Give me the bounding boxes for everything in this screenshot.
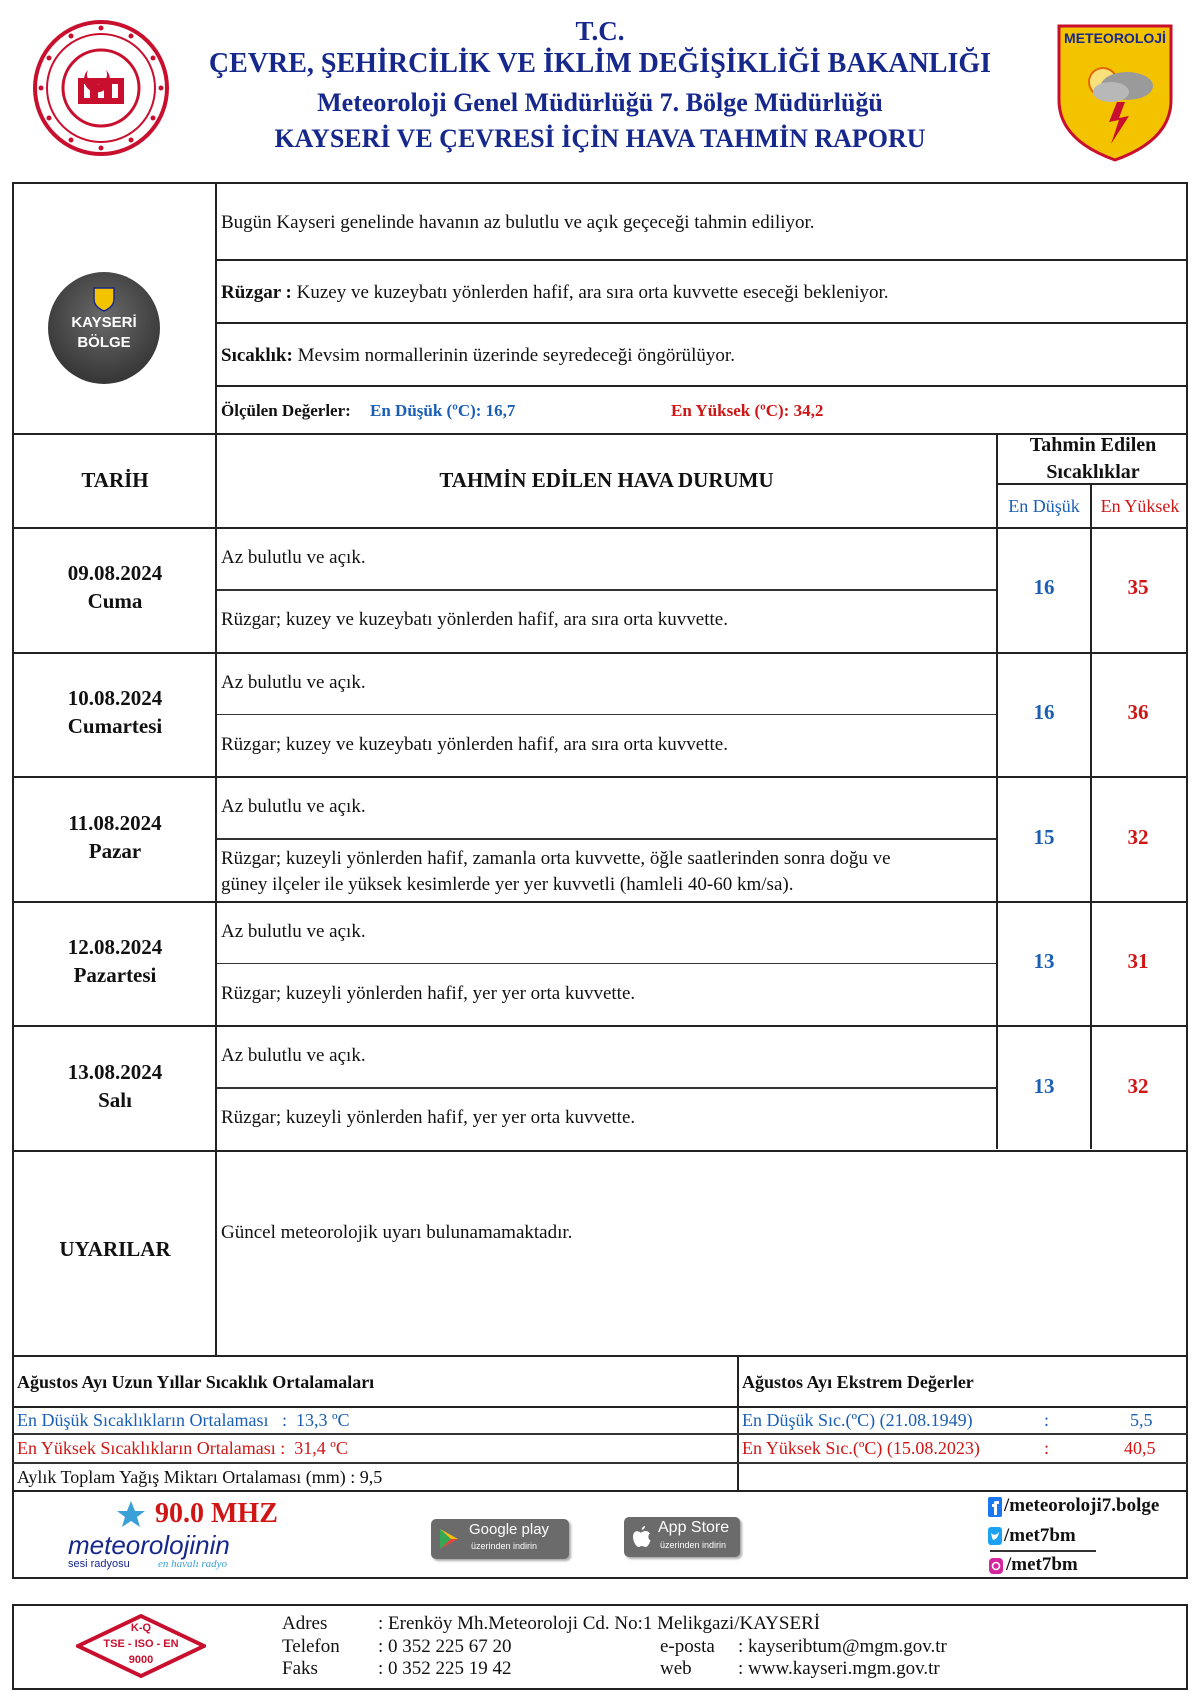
divider — [12, 652, 1188, 654]
measured-label: Ölçülen Değerler: — [221, 401, 351, 420]
wind-label: Rüzgar : — [221, 282, 292, 303]
divider — [737, 1355, 739, 1492]
col-header-high: En Yüksek — [1100, 496, 1180, 516]
extreme-low-value: 5,5 — [1130, 1410, 1153, 1430]
divider — [215, 259, 1188, 261]
forecast-date: 12.08.2024 — [67, 935, 163, 960]
forecast-low-temp: 16 — [1033, 575, 1055, 600]
avg-title: Ağustos Ayı Uzun Yıllar Sıcaklık Ortalamaları — [17, 1372, 375, 1392]
facebook-link[interactable] — [988, 1495, 1184, 1519]
forecast-wind: Rüzgar; kuzeyli yönlerden hafif, yer yer orta kuvvette. — [221, 1107, 636, 1129]
divider — [990, 1550, 1096, 1552]
radio-frequency: 90.0 MHZ — [155, 1498, 278, 1529]
forecast-wind: Rüzgar; kuzeyli yönlerden hafif, zamanla orta kuvvette, öğle saatlerinden sonra doğu ve — [221, 848, 891, 870]
google-play-icon — [437, 1527, 461, 1551]
forecast-low-temp: 16 — [1033, 699, 1055, 724]
meteoroloji-logo — [1055, 22, 1175, 162]
forecast-high-temp: 36 — [1127, 699, 1149, 724]
forecast-sky: Az bulutlu ve açık. — [221, 920, 366, 942]
divider — [217, 838, 996, 840]
extreme-low-label: En Düşük Sıc.(ºC) (21.08.1949) — [742, 1410, 973, 1430]
warnings-label: UYARILAR — [59, 1237, 171, 1261]
fax-label: Faks — [282, 1658, 318, 1679]
radio-subtitle: sesi radyosu — [68, 1558, 130, 1570]
star-icon — [116, 1500, 146, 1528]
forecast-high-temp: 32 — [1127, 1073, 1149, 1098]
divider — [217, 589, 996, 591]
divider — [217, 1087, 996, 1089]
address-label: Adres — [282, 1613, 328, 1634]
google-play-subtitle: üzerinden indirin — [471, 1541, 538, 1551]
today-summary: Bugün Kayseri genelinde havanın az bulutlu ve açık geçeceği tahmin ediliyor. — [221, 212, 815, 233]
extreme-high-colon: : — [1044, 1438, 1050, 1458]
forecast-sky: Az bulutlu ve açık. — [221, 796, 366, 818]
divider — [996, 433, 998, 1149]
radio-slogan: en havalı radyo — [158, 1558, 228, 1570]
divider — [12, 527, 1188, 529]
divider — [217, 714, 996, 716]
avg-low: En Düşük Sıcaklıkların Ortalaması : 13,3 ºC — [17, 1410, 350, 1430]
forecast-day: Salı — [98, 1087, 132, 1112]
temperature-summary: Mevsim normallerinin üzerinde seyredeceği öngörülüyor. — [297, 345, 735, 366]
facebook-icon — [988, 1497, 1002, 1517]
divider — [217, 963, 996, 965]
divider — [12, 1433, 1188, 1435]
forecast-low-temp: 13 — [1033, 949, 1055, 974]
cert-line3: 9000 — [128, 1654, 154, 1666]
badge-line1: KAYSERİ — [71, 314, 137, 331]
col-header-temps-line1: Tahmin Edilen — [1029, 434, 1157, 456]
col-header-date: TARİH — [81, 468, 149, 492]
col-header-temps-line2: Sıcaklıklar — [1046, 461, 1140, 483]
tse-certificate-logo — [76, 1614, 206, 1678]
divider — [215, 385, 1188, 387]
twitter-handle: /met7bm — [1004, 1525, 1076, 1546]
instagram-handle: /met7bm — [1006, 1554, 1078, 1575]
forecast-date: 11.08.2024 — [68, 810, 162, 835]
address-value: : Erenköy Mh.Meteoroloji Cd. No:1 Melikgazi/KAYSERİ — [378, 1613, 821, 1634]
forecast-date: 13.08.2024 — [67, 1059, 163, 1084]
email-label: e-posta — [660, 1636, 715, 1657]
email-value[interactable]: : kayseribtum@mgm.gov.tr — [738, 1636, 947, 1657]
left-column-divider — [215, 182, 217, 1357]
ministry-seal-logo — [26, 18, 176, 158]
cert-line1: K-Q — [130, 1622, 152, 1634]
twitter-link[interactable] — [988, 1525, 1108, 1549]
header-tc: T.C. — [575, 16, 625, 46]
badge-line2: BÖLGE — [77, 334, 131, 351]
forecast-high-temp: 35 — [1127, 575, 1149, 600]
app-store-subtitle: üzerinden indirin — [660, 1540, 727, 1550]
phone-value: : 0 352 225 67 20 — [378, 1636, 512, 1657]
col-header-low: En Düşük — [1008, 496, 1080, 516]
divider — [12, 901, 1188, 903]
divider — [12, 1150, 1188, 1152]
forecast-sky: Az bulutlu ve açık. — [221, 1045, 366, 1067]
forecast-wind-continued: güney ilçeler ile yüksek kesimlerde yer yer kuvvetli (hamleli 40-60 km/sa). — [221, 874, 794, 896]
cert-line2: TSE - ISO - EN — [103, 1638, 179, 1650]
page-title: KAYSERİ VE ÇEVRESİ İÇİN HAVA TAHMİN RAPORU — [274, 124, 926, 153]
google-play-title: Google play — [469, 1521, 550, 1538]
extreme-high-value: 40,5 — [1124, 1438, 1156, 1458]
header-ministry: ÇEVRE, ŞEHİRCİLİK VE İKLİM DEĞİŞİKLİĞİ BAKANLIĞI — [208, 48, 992, 79]
instagram-icon — [988, 1556, 1004, 1576]
temperature-label: Sıcaklık: — [221, 345, 293, 366]
measured-low: En Düşük (ºC): 16,7 — [370, 401, 516, 420]
google-play-button[interactable] — [431, 1519, 569, 1559]
forecast-day: Cumartesi — [67, 713, 163, 738]
logo-text: METEOROLOJİ — [1064, 30, 1166, 46]
forecast-wind: Rüzgar; kuzey ve kuzeybatı yönlerden hafif, ara sıra orta kuvvette. — [221, 609, 728, 630]
forecast-sky: Az bulutlu ve açık. — [221, 671, 366, 693]
divider — [12, 776, 1188, 778]
avg-high: En Yüksek Sıcaklıkların Ortalaması : 31,4 ºC — [17, 1438, 348, 1458]
extreme-low-colon: : — [1044, 1410, 1050, 1430]
facebook-handle: /meteoroloji7.bolge — [1004, 1495, 1160, 1516]
web-value[interactable]: : www.kayseri.mgm.gov.tr — [738, 1658, 940, 1679]
warnings-text: Güncel meteorolojik uyarı bulunamamaktadır. — [221, 1222, 573, 1243]
measured-high: En Yüksek (ºC): 34,2 — [671, 401, 824, 420]
header-directorate: Meteoroloji Genel Müdürlüğü 7. Bölge Müdürlüğü — [317, 88, 883, 117]
radio-logo[interactable] — [60, 1496, 280, 1576]
instagram-link[interactable] — [988, 1554, 1108, 1578]
col-header-weather: TAHMİN EDİLEN HAVA DURUMU — [439, 468, 774, 492]
forecast-wind: Rüzgar; kuzeyli yönlerden hafif, yer yer orta kuvvette. — [221, 982, 636, 1004]
radio-name: meteorolojinin — [68, 1530, 230, 1560]
divider — [12, 1025, 1188, 1027]
forecast-date: 09.08.2024 — [67, 561, 163, 586]
avg-rain: Aylık Toplam Yağış Miktarı Ortalaması (mm) : 9,5 — [17, 1467, 383, 1487]
forecast-wind: Rüzgar; kuzey ve kuzeybatı yönlerden hafif, ara sıra orta kuvvette. — [221, 733, 728, 755]
extreme-high-label: En Yüksek Sıc.(ºC) (15.08.2023) — [742, 1438, 980, 1458]
fax-value: : 0 352 225 19 42 — [378, 1658, 512, 1679]
app-store-title: App Store — [658, 1519, 730, 1536]
forecast-sky: Az bulutlu ve açık. — [221, 547, 366, 568]
phone-label: Telefon — [282, 1636, 340, 1657]
apple-icon — [632, 1525, 652, 1549]
forecast-low-temp: 13 — [1033, 1073, 1055, 1098]
forecast-day: Cuma — [87, 589, 143, 614]
forecast-day: Pazar — [88, 838, 142, 863]
extreme-title: Ağustos Ayı Ekstrem Değerler — [742, 1372, 974, 1392]
divider — [12, 1490, 1188, 1492]
kayseri-region-badge — [48, 272, 160, 384]
app-store-button[interactable] — [624, 1517, 740, 1557]
divider — [12, 1406, 1188, 1408]
divider — [12, 1462, 1188, 1464]
forecast-low-temp: 15 — [1033, 824, 1055, 849]
forecast-day: Pazartesi — [73, 963, 157, 988]
divider — [12, 1355, 1188, 1357]
forecast-high-temp: 31 — [1127, 949, 1149, 974]
wind-summary: Kuzey ve kuzeybatı yönlerden hafif, ara sıra orta kuvvette eseceği bekleniyor. — [296, 282, 889, 303]
divider — [215, 322, 1188, 324]
forecast-date: 10.08.2024 — [67, 685, 163, 710]
forecast-high-temp: 32 — [1127, 824, 1149, 849]
twitter-icon — [988, 1527, 1002, 1545]
web-label: web — [660, 1658, 692, 1679]
